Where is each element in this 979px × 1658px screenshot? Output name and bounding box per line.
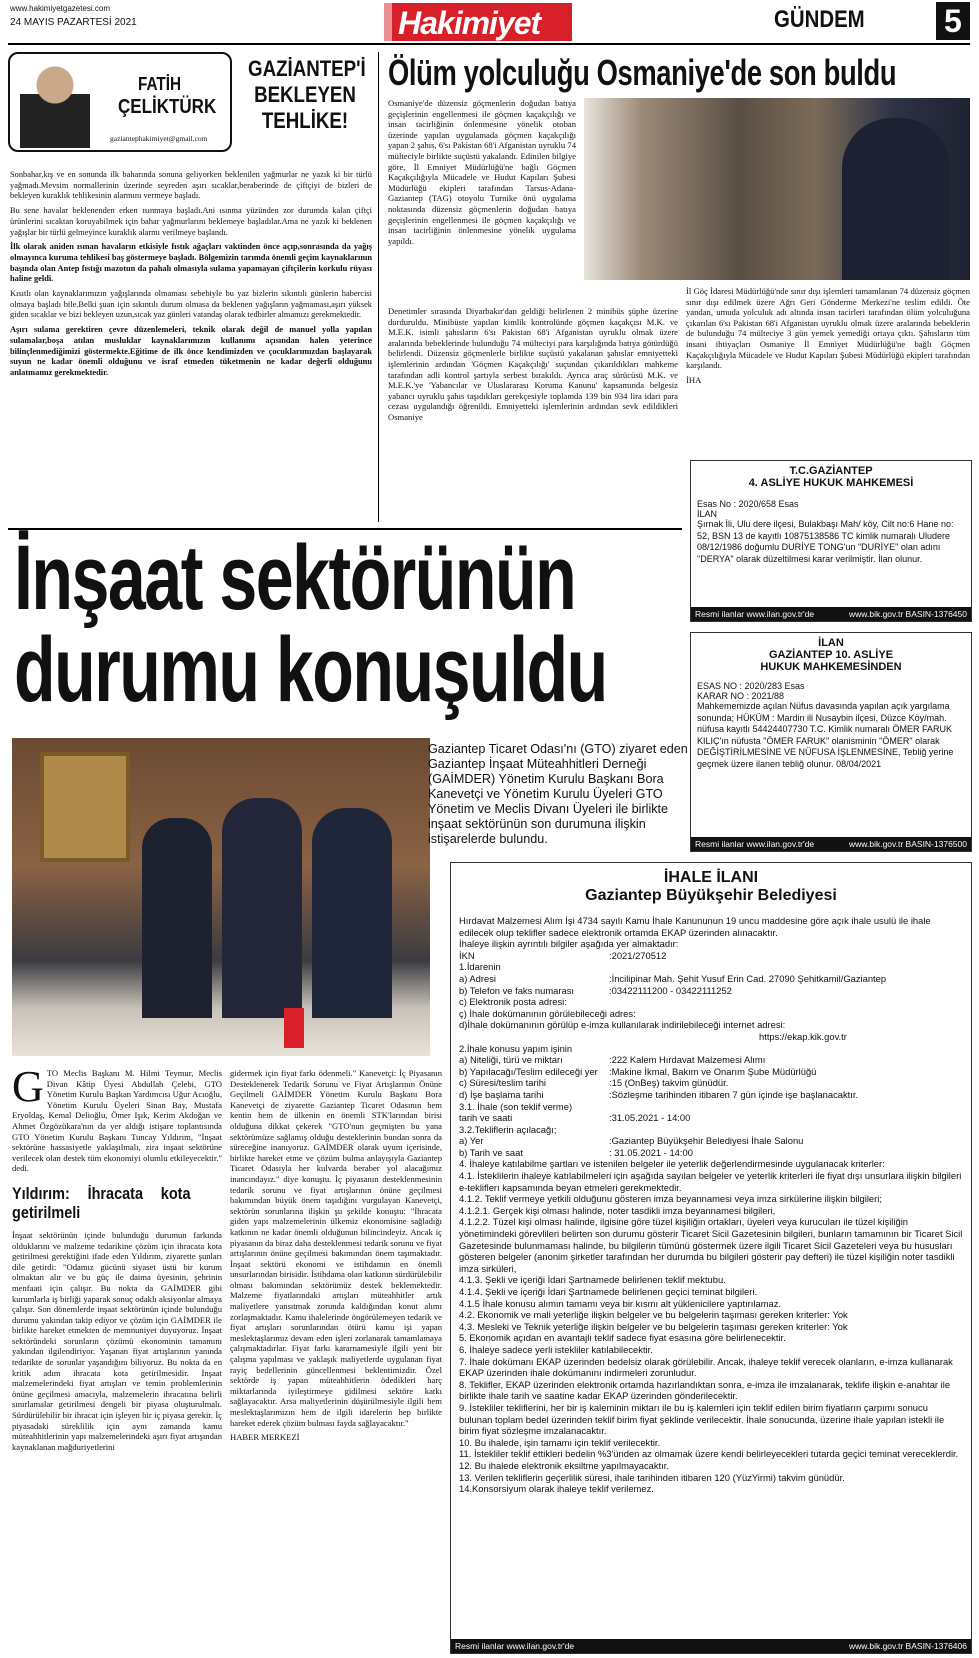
ad1-esas: Esas No : 2020/658 Esas [697,499,799,509]
tender-row-label: b) Tarih ve saat [459,1146,523,1158]
tender-item: 8. Teklifler, EKAP üzerinden elektronik ortamda hazırlandıktan sonra, e-imza ile imzalanarak, teklife ilişkin e-anahtar ile birlikte ihale tarih ve saatine kadar EKAP üzerinden gönderilecektir. [459,1378,951,1402]
person-left [142,818,212,1018]
ad1-footer-left[interactable]: Resmi ilanlar www.ilan.gov.tr'de [695,609,815,619]
ad2-karar: KARAR NO : 2021/88 [697,691,785,701]
story2-col2 [230,1068,442,1447]
tender-item: 4.1. İsteklilerin ihaleye katılabilmeleri için aşağıda sayılan belgeler ve yeterlik kriterleri ile fiyat dışı unsurlara ilişkin bilgileri e-tekliflerı kapsamında beyan etmeleri gerekmektedir. [459,1170,962,1193]
tender-row-label: b) Telefon ve faks numarası [459,984,574,996]
tender-row [459,1089,963,1101]
story2-paragraph: TO Meclis Başkanı M. Hilmi Teymur, Meclis Divan Kâtip Üyesi Abdullah Çelebi, GTO Yönetim Kurulu Başkan Yardımcısı Uğur Acıoğlu, Yönetim Kurulu Üyeleri Sinan Bay, Mustafa Eryoldaş, Kemal Delioğlu, Ömer Işık, Kerim Akdoğan ve Ahmet Özgözükara'nın da yer aldığı istişare toplantısında GTO Yönetim Kurulu Başkanı Tuncay Yıldırım, "İnşaat sektörüne hassasiyetle yaklaşılmalı, zira inşaat sektörüne verilecek olan destek tüm ekonomiyi olumlu etkileyecektir." dedi. [12,1068,222,1174]
tender-row [459,996,963,1008]
tender-row-label: b) Yapılacağı/Teslim edileceği yer [459,1065,598,1077]
column-paragraph: Bu sene havalar beklenenden erken ısınmaya başladı.Ani ısınma yüzünden zor durumda kalan çiftçi ürünlerini sıcaktan koruyabilmek için bahar yağmurlarını beklemeye başladılar.Ama ne yazık ki beklenen yağışlar bir türlü gelmeyince kuraklık alarmı verilmeye başlandı. [10,206,372,237]
tender-row [459,1054,963,1066]
column-author-box [8,52,232,152]
ad2-esas: ESAS NO : 2020/283 Esas [697,681,805,691]
ad2-court-dept: HUKUK MAHKEMESİNDEN [760,661,902,673]
tender-row [459,950,963,962]
column-body [10,170,372,383]
author-photo [20,58,90,148]
tender-row [459,1135,963,1147]
tender-row-label: c) Süresi/teslim tarihi [459,1077,546,1089]
tender-item: 4.1.2.1. Gerçek kişi olması halinde, noter tasdikli imza beyannamesi bilgileri, [459,1204,776,1216]
tender-row-value: : 31.05.2021 - 14:00 [609,1146,693,1158]
story1-headline: Ölüm yolculuğu Osmaniye'de son buldu [388,52,897,93]
story2-headline-line2: durumu konuşuldu [14,619,607,721]
tender-item: 11. İstekliler teklif ettikleri bedelin %3'ünden az olmamak üzere kendi belirleyecekleri tutarda geçici teminat vereceklerdir. [459,1448,959,1460]
tender-row [459,961,963,973]
tender-row-label: İKN [459,949,475,961]
tender-row [459,1019,963,1031]
tender-row-value: :Sözleşme tarihinden itibaren 7 gün içinde işe başlanacaktır. [609,1088,859,1100]
tender-row [459,1112,963,1124]
column-paragraph: Sonbahar,kış ve en sonunda ilk baharında sonuna geliyorken beklenilen yağmurlar ne yazık ki bir türlü yağmadı.Mevsim normallerinin üzerinde seyreden aşırı sıcaklar,beraberinde de çiftçiyi de bizleri de bekleyen kuraklık tehlikesinin alarmını vermeye başladı. [10,170,372,201]
ad2-footer-left[interactable]: Resmi ilanlar www.ilan.gov.tr'de [695,839,815,849]
tender-row-value: https://ekap.kik.gov.tr [759,1030,847,1042]
story1-source: İHA [686,374,702,385]
site-url[interactable]: www.hakimiyetgazetesi.com [10,4,111,13]
tender-row [459,1066,963,1078]
tender-row-value: :Makine İkmal, Bakım ve Onarım Şube Müdürlüğü [609,1065,817,1077]
page-number-box [936,2,970,40]
ad1-ilan: İLAN [697,509,718,519]
column-title [238,56,372,134]
tender-row-label: 2.İhale konusu yapım işinin [459,1042,573,1054]
ad1-body: Şırnak İli, Ulu dere ilçesi, Bulakbaşı Mah/ köy, Cilt no:6 Hane no: 52, BSN 13 de kayıtlı 10875138586 TC kimlik numaralı Uludere 08/12/1986 doğumlu DURİYE TONG'un "DURİYE" olan adını "DERYA" olarak düzeltilmesi karar verilmiştir. İlan olunur. [697,519,954,564]
tender-item: 12. Bu ihalede elektronik eksiltme yapılmayacaktır. [459,1459,669,1471]
tender-row-value: :222 Kalem Hırdavat Malzemesi Alımı [609,1054,766,1066]
tender-row-label: c) Elektronik posta adresi: [459,996,567,1008]
ad2-court: GAZİANTEP 10. ASLİYE [768,649,894,661]
ad2-footer-right[interactable]: www.bik.gov.tr BASIN-1376500 [849,839,967,849]
tender-row [459,1124,963,1136]
story2-headline-line1: İnşaat sektörünün [14,527,576,629]
tender-item: 4. İhaleye katılabilme şartları ve istenilen belgeler ile yeterlik değerlendirmesinde uygulanacak kriterler: [459,1158,885,1170]
tender-row-value: :2021/270512 [609,949,667,961]
story2-paragraph: İnşaat sektörünün içinde bulunduğu durumun farkında olduklarını ve malzeme tedarikine çözüm için ihracata kota getirilmesi gerektiğini ifade eden Yıldırım, ziyarette şunları dile getirdi: "Odamız gücünü siyaset üstü bir kurum olmaktan alır ve bu güç ile daima üyesinin, şehrinin menfaati için çalışır. Bu nokta da GAİMDER gibi kurumlarla iş birliği yaparak sonuç odaklı aksiyonlar almaya çalışır. Son dönemlerde inşaat sektörünün içinde bulunduğu durumu yakından takip ediyor ve çözüm için GAİMDER ile birlikte hareket etmekten de memnuniyet duyuyoruz. İnşaat sektöründeki sorunların çözümü ekonominin tamamını yakından ilgilendiriyor. Yaşanan fiyat artışlarının yanında tedarikte de sorunlar yaşandığını biliyoruz. Bu nokta da en kritik adım ihracata kota getirilmesidir. İnşaat malzemelerindeki fiyat artışları ve temin problemlerinin önüne geçilmesi amacıyla, malzemelerin ihracatına belirli sınırlamalar getirilmesi dengeli bir piyasa oluşturulmalı. Sürdürülebilir bir ihracat için işleyen bir iç piyasa gerekir. İç piyasadaki süreklilik için aynı zamanda kamu müteahhitlerinin yapı malzemelerindeki aşırı fiyat artışından kaynaklanan mağduriyetlerini [12,1229,222,1452]
tender-row [459,1031,963,1043]
tender-item: 7. İhale dokümanı EKAP üzerinden bedelsiz olarak görülebilir. Ancak, ihaleye teklif verecek olanların, e-imza kullanarak EKAP üzerinden ihale dokümanını indirmeleri zorunludur. [459,1355,953,1379]
tender-row-label: 3.2.Tekliflerin açılacağı; [459,1123,557,1135]
story2-subhead: Yıldırım: İhracata kota getirilmeli [12,1183,191,1222]
tender-row-label: ç) İhale dokümanının görülebileceği adres: [459,1007,636,1019]
ad1-footer-right[interactable]: www.bik.gov.tr BASIN-1376450 [849,609,967,619]
author-first-name: FATİH [138,74,182,94]
tender-item: 4.1.4. Şekli ve içeriği İdari Şartnamede belirlenen geçici teminat bilgileri. [459,1286,758,1297]
tender-row [459,985,963,997]
story1-col1 [388,98,576,250]
story1-paragraph: İl Göç İdaresi Müdürlüğü'nde sınır dışı işlemleri tamamlanan 74 düzensiz göçmen sınır dışı edilmek üzere Ağrı Geri Gönderme Merkezi'ne teslim edildi. Öte yandan, umuda yolculuk adı altında insan tacirleri tarafından ölüm yolculuğuna çıkarılan 6'sı Pakistan 68'i Afganistan uyruklu olmak üzere aralarında bebeklerin de bulunduğu 74 mülteciye 3 gün yemek yemediği ortaya çıktı. Şahısların tüm insani ihtiyaçları Osmaniye İl Emniyet Müdürlüğü'ne bağlı Göçmen Kaçakçılığıyla Mücadele ve Hudut Kapıları Şubesi Müdürlüğü ekipleri tarafından karşılandı. [686,286,970,371]
tender-row [459,1101,963,1113]
tender-row [459,1043,963,1055]
tender-row [459,1008,963,1020]
tender-item: 6. İhaleye sadece yerli istekliler katılabilecektir. [459,1343,653,1355]
tender-item: 4.1.3. Şekli ve içeriği İdari Şartnamede belirlenen teklif mektubu. [459,1274,726,1286]
page-number: 5 [944,3,962,39]
tender-row-label: 3.1. İhale (son teklif verme) [459,1100,573,1112]
tender-item: 9. İstekliler tekliflerini, her bir iş kaleminin miktarı ile bu iş kalemleri için teklif edilen birim fiyatların çarpımı sonucu bulunan toplam bedel üzerinden teklif birim fiyat şeklinde verilecektir. İhale sonucunda, üzerine ihale yapılan istekli ile birim fiyat sözleşme imzalanacaktır. [459,1401,945,1437]
logo-side-mark [384,3,392,41]
tender-rows [459,950,963,1159]
story2-source: HABER MERKEZİ [230,1432,300,1443]
section-name: GÜNDEM [774,6,865,33]
story2-col1 [12,1062,222,1456]
column-paragraph-bold: Aşırı sulama gerektiren çevre düzenlemeleri, teknik olarak değil de manuel yolla yapılan sulamalar,boşa atılan musluklar kaynaklarımızın kullanımı açısından halen yeterince bilinçlenmediğimizi göstermekte.Eğitime de ilk önce kendimizden ve çocuklarımızdan başlayarak suyun ne kadar önemli olduğunu ve israf etmeden tüketmenin ne kadar değerli olduğunu anlatmamız gerekmektedir. [10,325,372,377]
tender-item: 4.2. Ekonomik ve mali yeterliğe ilişkin belgeler ve bu belgelerin taşıması gereken kriterler: Yok [459,1309,848,1321]
legal-ad-2 [690,632,972,852]
column-title-line2: BEKLEYEN [254,82,356,107]
column-divider [378,52,379,522]
person-right [312,808,392,1018]
tender-row-label [459,1031,609,1043]
tender-item: 4.1.2. Teklif vermeye yetkili olduğunu gösteren imza beyannamesi veya imza sirkülerine ilişkin bilgileri; [459,1193,882,1205]
ad1-footer [691,607,971,621]
tender-item: 10. Bu ihalede, işin tamamı için teklif verilecektir. [459,1436,661,1448]
story1-col2 [686,286,970,389]
tender-items [459,1158,963,1494]
portrait-frame [40,752,130,862]
tender-row-label: a) Adresi [459,972,496,984]
tender-row [459,1077,963,1089]
tender-item: 4.3. Mesleki ve Teknik yeterliğe ilişkin belgeler ve bu belgelerin taşıması gereken kriterler: Yok [459,1320,848,1332]
tender-row-value: :31.05.2021 - 14:00 [609,1112,691,1124]
tender-row-label: d) İşe başlama tarihi [459,1088,544,1100]
tender-row-label: d)İhale dokümanının görülüp e-imza kullanılarak indirilebileceği internet adresi: [459,1019,786,1031]
tender-title: İHALE İLANI [663,869,759,886]
tender-item: 14.Konsorsiyum olarak ihaleye teklif verilemez. [459,1483,654,1495]
tender-row-value: :15 (OnBeş) takvim günüdür. [609,1077,729,1089]
tender-footer-right[interactable]: www.bik.gov.tr BASIN-1376406 [849,1641,967,1651]
header-rule [8,43,970,45]
column-paragraph-bold: İlk olarak aniden ısınan havaların etkisiyle fıstık ağaçları vaktinden önce açıp,sonrasında da yağış olmayınca kuruma tehlikesi baş göstermeye başladı. Bölgemizin tarımda önemli geçim kaynaklarının başında olan Antep fıstığı mazotun da pahalı olmasıyla sulama yapamayan çiftçilerin korkulu rüyası haline geldi. [10,242,372,284]
story1-paragraph: Osmaniye'de düzensiz göçmenlerin doğudan batıya geçişlerinin engellenmesi ile göçmen kaçakçılığı ve insan tacirliğinin önlenmesine yönelik otoban üzerinde yapılan uygulamada göçmen kaçakçılığı yapan 2 şahıs, 6'sı Pakistan 68'i Afganistan uyruklu 74 mülteciyle birlikte suçüstü yakalandı. Edinilen bilgiye göre, İl Emniyet Müdürlüğü'ne bağlı Göçmen Kaçakçılığıyla Mücadele ve Hudut Kapıları Şubesi Müdürlüğü ekipleri tarafından Tarsus-Adana-Gaziantep (TAG) otoyolu Turnike önü uygulama noktasında düzensiz göçmenlerin doğudan batıya geçişlerinin engellenmesi ile göçmen kaçakçılığı ve insan tacirliğinin önlenmesine yönelik uygulama yapıldı. [388,98,576,246]
tender-row-label: a) Yer [459,1135,484,1147]
author-email[interactable]: gaziantephakimiyet@gmail.com [110,134,208,143]
officer-silhouette [842,118,950,280]
tender-item: 4.1.2.2. Tüzel kişi olması halinde, ilgisine göre tüzel kişiliğin ortakları, üyeleri veya kurucuları ile tüzel kişiliğin yönetimindeki görevlileri belirten son durumu gösterir Ticaret Sicil Gazetesinin bilgileri, bunların tamamının bir Ticaret Sicil Gazetesinde bulunmaması halinde, bu bilgilerin tümünü göstermek üzere ilgili Ticaret Sicil Gazeteleri veya bu hususları gösteren belgeler (anonim şirketler tarafından her durumda bu bilgileri gösterir pay defteri) ile tüzel kişiliğin noter tasdikli imza sirküleri, [459,1216,963,1274]
tender-row [459,973,963,985]
tender-row-value: :Gaziantep Büyükşehir Belediyesi İhale Salonu [609,1135,804,1147]
ad1-court-dept: 4. ASLİYE HUKUK MAHKEMESİ [748,477,914,489]
story1-paragraph: Denetimler sırasında Diyarbakır'dan geldiği belirlenen 2 minibüs şüphe üzerine durduruldu. Minibüste yapılan kimlik kontrolünde göçmen kaçakçısı M.K. ve M.E.K. isimli şahısların 6'sı Pakistan 68'i Afganistan uyruklu olmak üzere aralarında bebeklerinde bulunduğu 74 mülteciyi para karşılığında batıya götürdüğü belirlendi. Düzensiz göçmenlerle birlikte suçüstü yakalanan şahıslar emniyetteki işlemlerinin ardından 'Göçmen Kaçakçılığı' suçundan çıkarıldıkları mahkeme tarafından adli kontrol şartıyla serbest bırakıldı. Ayrıca araç sürücüsü M.K. ve M.E.K.'ye 'Yabancılar ve Uluslararası Koruma Kanunu' kapsamında belgesiz yabancı uyruklu şahıs taşıdıkları gerekçesiyle toplamda 139 bin 934 lira idari para cezası uygulandığı öğrenildi. Emniyetteki işlemlerinin ardından sevk edildikleri Osmaniye [388,306,678,422]
flag-turkey [284,1008,304,1048]
tender-notice [450,862,972,1654]
tender-subtitle: Gaziantep Büyükşehir Belediyesi [585,887,837,904]
column-title-line3: TEHLİKE! [261,108,349,133]
tender-item: 4.1.5 İhale konusu alımın tamamı veya bir kısmı alt yüklenicilere yaptırılamaz. [459,1297,782,1309]
logo [384,3,572,41]
legal-ad-1 [690,460,972,622]
column-title-line1: GAZİANTEP'İ [248,56,366,81]
story1-photo [584,98,970,280]
tender-row-value: :İncilipinar Mah. Şehit Yusuf Erin Cad. 27090 Şehitkamil/Gaziantep [609,972,887,984]
ad2-footer [691,837,971,851]
ad2-body: Mahkememizde açılan Nüfus davasında yapılan açık yargılama sonunda; HÜKÜM : Mardin ili Nusaybin ilçesi, Düzce Köy/mah. nüfusa kayıtlı 54424407730 T.C. Kimlik numaralı ÖMER FARUK KILIÇ'ın nüfusta "ÖMER FARUK" olanisminin "ÖMER" olarak DEĞİŞTİRİLMESİNE VE NÜFUSA İŞLENMESİNE, Tebliğ yerine geçmek üzere ilanen tebliğ olunur. 08/04/2021 [697,701,954,769]
tender-intro2: İhaleye ilişkin ayrıntılı bilgiler aşağıda yer almaktadır: [459,938,679,950]
ad1-court: T.C.GAZİANTEP [789,465,873,477]
issue-date: 24 MAYIS PAZARTESİ 2021 [10,17,137,28]
author-last-name: ÇELİKTÜRK [118,96,217,118]
dropcap: G [12,1062,44,1111]
tender-row-label: 1.İdarenin [459,961,501,973]
tender-row-label: a) Niteliği, türü ve miktarı [459,1054,563,1066]
tender-item: 5. Ekonomik açıdan en avantajlı teklif sadece fiyat esasına göre belirlenecektir. [459,1332,786,1344]
tender-row-label: tarih ve saati [459,1112,513,1124]
ad2-title: İLAN [818,637,844,649]
logo-text: Hakimiyet [398,5,541,41]
tender-footer-left[interactable]: Resmi ilanlar www.ilan.gov.tr'de [455,1641,575,1651]
column-paragraph: Kısıtlı olan kaynaklarımızın yağışlarında olmaması sebebiyle bu yaz bizlerin sıkıntılı günlerin habercisi olmaya başladı bile.Belki şuan için sıkıntılı durum olmasa da beklenen yağışların yağmaması,aşırı yüksek giden sıcaklar ve bizi bekleyen uzun,sıcak yaz günleri vatandaş olarak tedbirler almamızı gerekmektedir. [10,289,372,320]
story1-col1b [388,306,678,427]
story2-paragraph: gidermek için fiyat farkı ödenmeli." Kanevetçi: İç Piyasanın Desteklenerek Tedarik Sorunu ve Fiyat Artışlarının Önüne Geçilmeli GAİMDER Yönetim Kurulu Başkanı Bora Kanevetçi de ziyarette Gaziantep Ticaret Odasının hem kentin hem de ülkenin en önemli STK'larından birisi olduğuna dikkat çekerek "GTO'nun geçmişten bu yana sektörümüze sağlamış olduğu desteklerinin bundan sonra da süreceğine inanıyoruz. GAİMDER olarak uyum içerisinde, birlikte hareket etme ve çözüm bulma anlayışıyla Gaziantep Ticaret Odasıyla her kulvarda beraber yol alacağımız inancındayız." diye konuştu. İç piyasanın desteklenmesinin tedarik sorunu ve fiyat artışlarının önüne geçilmesi bakımından büyük önem taşıdığını vurgulayan Kanevetçi, sektörün sorunlarına ilişkin şu şekilde konuştu: "İhracata giden yapı malzemelerinin ülkemiz ekonomisine sağladığı katkının ne kadar önemli olduğunun bilincindeyiz. Ancak iç piyasanın da biraz daha desteklenmesi tedarik sorunu ve fiyat artışlarının önüne geçilmesi bakımından önem taşımaktadır. İnşaat sektörü ekonomi ve istihdamın en önemli unsurlarından birisidir. İstihdama olan katkının sürdürülebilir olması bakımından sektörümüz destek beklemektedir. Malzeme fiyatlarındaki artışları müteahhitler artık maliyetlere yansıtmak zorunda kaldığından konut alımı zorlaşmaktadır. Kamu ihalelerinde öngörülemeyen tedarik ve fiyat artışları sorunlarından ötürü kamu işi yapan meslektaşlarımız devam eden işleri zorlanarak tamamlamaya çalışmaktadırlar. Fiyat farkı kararnamesiyle ilgili yeni bir çalışma yapılması ve yaklaşık maliyetlerde uygulanan fiyat rayiç bedellerinin güncellenmesi beklentimizdir. Özel sektörde iş yapan müteahhitlerin ödedikleri harç miktarlarında iyileştirmeye gidilmesi sektöre katkı sağlayacaktır. Arsa maliyetlerinin düşürülmesiyle ilgili hem meslektaşlarımızın hem de ilgili idarelerin hep birlikte hareket ederek çözüm bulması fayda sağlayacaktır." [230,1068,442,1428]
tender-item: 13. Verilen tekliflerin geçerlilik süresi, ihale tarihinden itibaren 120 (YüzYirmi) takvim günüdür. [459,1471,845,1483]
tender-intro: Hırdavat Malzemesi Alım İşi 4734 sayılı Kamu İhale Kanununun 19 uncu maddesine göre açık ihale usulü ile ihale edilecek olup teklifler sadece elektronik ortamda EKAP üzerinden alınacaktır. [459,915,931,938]
tender-row-value: :03422111200 - 03422111252 [609,984,732,996]
story2-photo [12,738,430,1056]
person-center [222,798,302,1018]
story2-lead: Gaziantep Ticaret Odası'nı (GTO) ziyaret eden Gaziantep İnşaat Müteahhitleri Derneği (GAİMDER) Yönetim Kurulu Başkanı Bora Kanevetçi ve Yönetim Kurulu Üyeleri GTO Yönetim ve Meclis Divanı Üyeleri ile birlikte inşaat sektörünün son durumuna ilişkin istişarelerde bulundu. [428,742,688,846]
tender-row [459,1147,963,1159]
tender-footer [451,1639,971,1653]
